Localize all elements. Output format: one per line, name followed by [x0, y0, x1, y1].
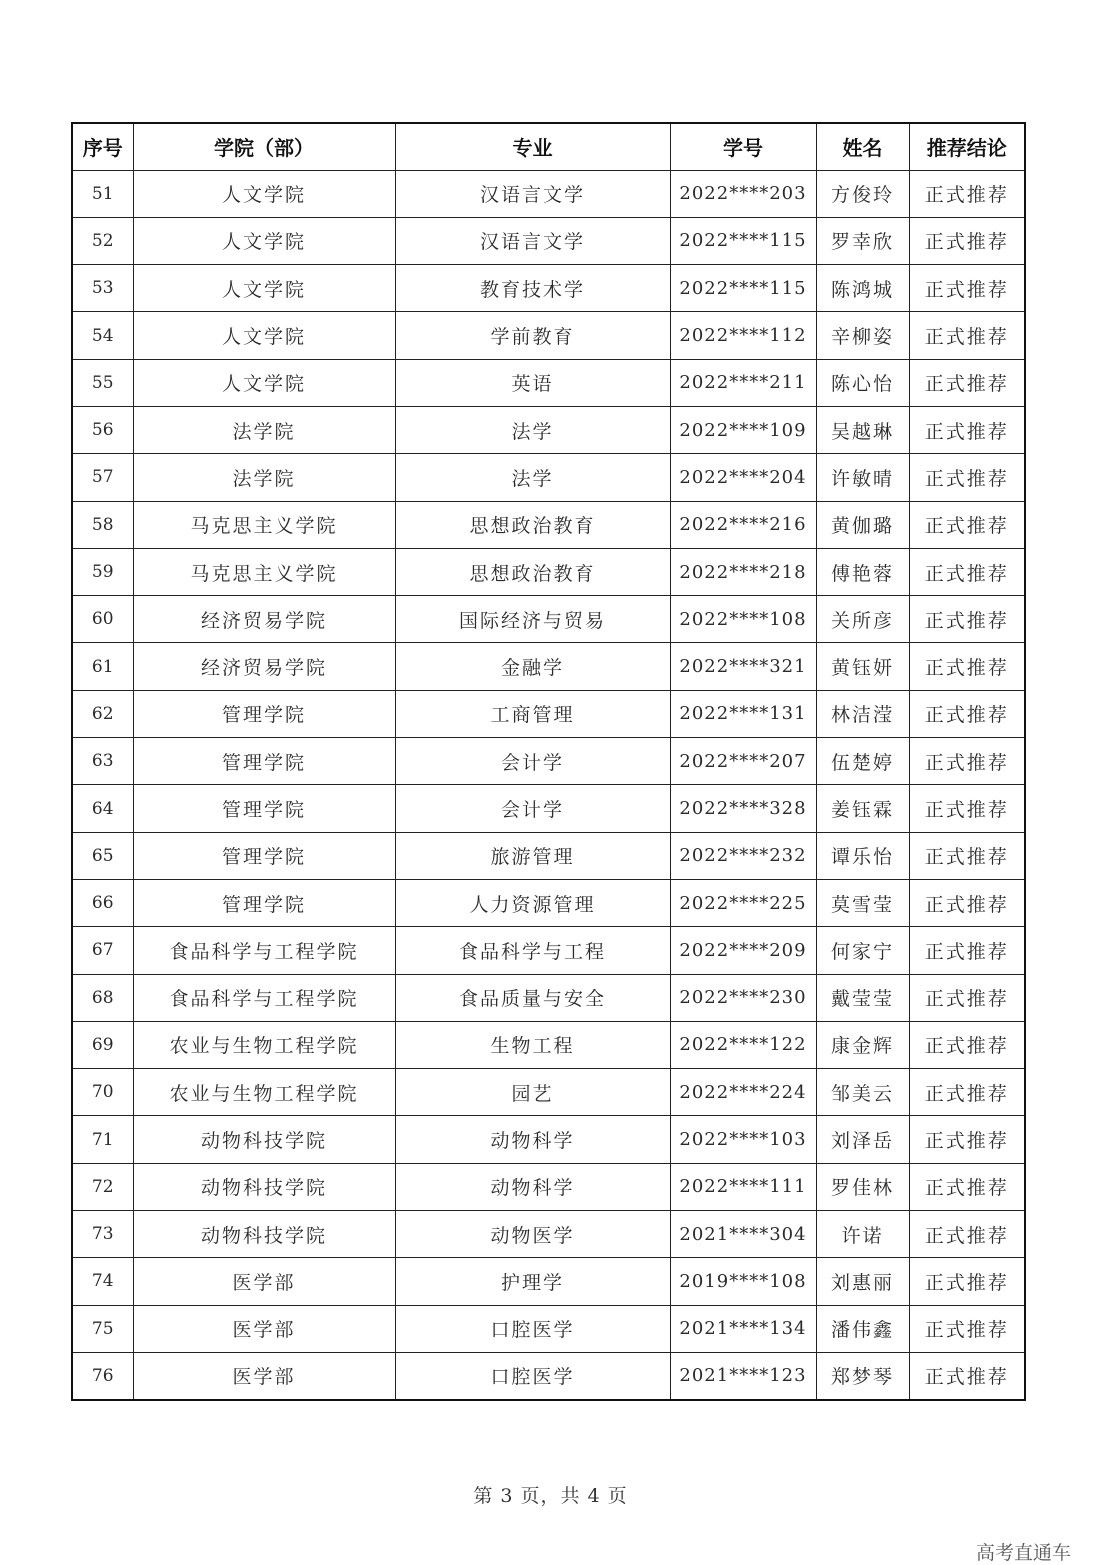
table-row: [72, 548, 1025, 595]
header-college: 学院（部）: [133, 123, 395, 170]
cell-major: 食品质量与安全: [395, 974, 670, 1021]
table-row: [72, 312, 1025, 359]
cell-conclusion: 正式推荐: [909, 690, 1025, 737]
cell-name: 陈鸿城: [816, 265, 909, 312]
cell-student-id: 2021****123: [670, 1352, 816, 1399]
table-row: [72, 738, 1025, 785]
cell-college: 医学部: [133, 1352, 395, 1399]
cell-major: 法学: [395, 454, 670, 501]
cell-major: 会计学: [395, 785, 670, 832]
cell-conclusion: 正式推荐: [909, 1352, 1025, 1399]
cell-student-id: 2022****321: [670, 643, 816, 690]
cell-conclusion: 正式推荐: [909, 359, 1025, 406]
cell-seq: 76: [72, 1352, 133, 1399]
cell-major: 英语: [395, 359, 670, 406]
table-row: [72, 1163, 1025, 1210]
cell-seq: 58: [72, 501, 133, 548]
cell-conclusion: 正式推荐: [909, 1116, 1025, 1163]
cell-major: 口腔医学: [395, 1305, 670, 1352]
cell-major: 动物科学: [395, 1116, 670, 1163]
cell-seq: 75: [72, 1305, 133, 1352]
cell-student-id: 2022****131: [670, 690, 816, 737]
cell-major: 金融学: [395, 643, 670, 690]
cell-major: 园艺: [395, 1069, 670, 1116]
cell-seq: 56: [72, 406, 133, 453]
cell-student-id: 2021****134: [670, 1305, 816, 1352]
table-row: [72, 974, 1025, 1021]
cell-name: 戴莹莹: [816, 974, 909, 1021]
cell-seq: 67: [72, 927, 133, 974]
cell-major: 生物工程: [395, 1021, 670, 1068]
cell-college: 动物科技学院: [133, 1211, 395, 1258]
cell-seq: 62: [72, 690, 133, 737]
cell-major: 旅游管理: [395, 832, 670, 879]
cell-student-id: 2022****203: [670, 170, 816, 217]
cell-college: 管理学院: [133, 879, 395, 926]
cell-conclusion: 正式推荐: [909, 832, 1025, 879]
cell-college: 动物科技学院: [133, 1163, 395, 1210]
table-body: [72, 170, 1025, 1400]
header-seq: 序号: [72, 123, 133, 170]
cell-conclusion: 正式推荐: [909, 406, 1025, 453]
cell-major: 食品科学与工程: [395, 927, 670, 974]
cell-student-id: 2022****225: [670, 879, 816, 926]
cell-conclusion: 正式推荐: [909, 1258, 1025, 1305]
header-major: 专业: [395, 123, 670, 170]
cell-major: 人力资源管理: [395, 879, 670, 926]
cell-student-id: 2022****122: [670, 1021, 816, 1068]
cell-seq: 74: [72, 1258, 133, 1305]
cell-seq: 57: [72, 454, 133, 501]
table-row: [72, 1211, 1025, 1258]
cell-conclusion: 正式推荐: [909, 1069, 1025, 1116]
cell-conclusion: 正式推荐: [909, 738, 1025, 785]
cell-seq: 64: [72, 785, 133, 832]
cell-student-id: 2022****109: [670, 406, 816, 453]
cell-conclusion: 正式推荐: [909, 927, 1025, 974]
cell-name: 伍楚婷: [816, 738, 909, 785]
cell-student-id: 2022****108: [670, 596, 816, 643]
cell-seq: 61: [72, 643, 133, 690]
table-row: [72, 785, 1025, 832]
cell-conclusion: 正式推荐: [909, 548, 1025, 595]
cell-conclusion: 正式推荐: [909, 1163, 1025, 1210]
table-row: [72, 1305, 1025, 1352]
cell-college: 经济贸易学院: [133, 643, 395, 690]
cell-college: 马克思主义学院: [133, 548, 395, 595]
cell-name: 姜钰霖: [816, 785, 909, 832]
cell-college: 法学院: [133, 454, 395, 501]
cell-major: 法学: [395, 406, 670, 453]
cell-name: 谭乐怡: [816, 832, 909, 879]
cell-name: 莫雪莹: [816, 879, 909, 926]
watermark: 高考直通车: [975, 1542, 1071, 1564]
page-number: 第 3 页，共 4 页: [473, 1485, 628, 1507]
cell-major: 口腔医学: [395, 1352, 670, 1399]
cell-college: 医学部: [133, 1258, 395, 1305]
table-row: [72, 879, 1025, 926]
cell-name: 陈心怡: [816, 359, 909, 406]
cell-major: 护理学: [395, 1258, 670, 1305]
cell-name: 邹美云: [816, 1069, 909, 1116]
cell-name: 何家宁: [816, 927, 909, 974]
cell-name: 许诺: [816, 1211, 909, 1258]
cell-seq: 51: [72, 170, 133, 217]
cell-major: 学前教育: [395, 312, 670, 359]
cell-name: 黄钰妍: [816, 643, 909, 690]
cell-seq: 66: [72, 879, 133, 926]
header-conclusion: 推荐结论: [909, 123, 1025, 170]
table-row: [72, 1258, 1025, 1305]
cell-conclusion: 正式推荐: [909, 265, 1025, 312]
table-row: [72, 596, 1025, 643]
cell-college: 人文学院: [133, 217, 395, 264]
table-row: [72, 406, 1025, 453]
cell-seq: 72: [72, 1163, 133, 1210]
cell-name: 许敏晴: [816, 454, 909, 501]
cell-student-id: 2022****204: [670, 454, 816, 501]
cell-name: 罗佳林: [816, 1163, 909, 1210]
cell-student-id: 2022****230: [670, 974, 816, 1021]
cell-major: 思想政治教育: [395, 501, 670, 548]
cell-college: 动物科技学院: [133, 1116, 395, 1163]
cell-college: 经济贸易学院: [133, 596, 395, 643]
cell-major: 汉语言文学: [395, 217, 670, 264]
cell-conclusion: 正式推荐: [909, 785, 1025, 832]
cell-college: 农业与生物工程学院: [133, 1069, 395, 1116]
cell-college: 食品科学与工程学院: [133, 927, 395, 974]
cell-college: 人文学院: [133, 265, 395, 312]
cell-name: 吴越琳: [816, 406, 909, 453]
cell-college: 人文学院: [133, 312, 395, 359]
table-row: [72, 1021, 1025, 1068]
cell-conclusion: 正式推荐: [909, 454, 1025, 501]
cell-name: 郑梦琴: [816, 1352, 909, 1399]
cell-major: 国际经济与贸易: [395, 596, 670, 643]
cell-college: 管理学院: [133, 832, 395, 879]
cell-conclusion: 正式推荐: [909, 501, 1025, 548]
header-name: 姓名: [816, 123, 909, 170]
cell-conclusion: 正式推荐: [909, 596, 1025, 643]
cell-conclusion: 正式推荐: [909, 974, 1025, 1021]
table-row: [72, 1352, 1025, 1399]
cell-major: 会计学: [395, 738, 670, 785]
cell-student-id: 2022****111: [670, 1163, 816, 1210]
cell-name: 潘伟鑫: [816, 1305, 909, 1352]
cell-major: 工商管理: [395, 690, 670, 737]
cell-college: 食品科学与工程学院: [133, 974, 395, 1021]
cell-seq: 73: [72, 1211, 133, 1258]
cell-major: 汉语言文学: [395, 170, 670, 217]
cell-seq: 59: [72, 548, 133, 595]
cell-student-id: 2022****211: [670, 359, 816, 406]
table-row: [72, 454, 1025, 501]
cell-college: 人文学院: [133, 359, 395, 406]
cell-name: 刘惠丽: [816, 1258, 909, 1305]
cell-major: 教育技术学: [395, 265, 670, 312]
cell-college: 医学部: [133, 1305, 395, 1352]
cell-name: 康金辉: [816, 1021, 909, 1068]
cell-name: 方俊玲: [816, 170, 909, 217]
cell-name: 林洁滢: [816, 690, 909, 737]
cell-conclusion: 正式推荐: [909, 1305, 1025, 1352]
cell-seq: 69: [72, 1021, 133, 1068]
cell-seq: 53: [72, 265, 133, 312]
cell-conclusion: 正式推荐: [909, 879, 1025, 926]
cell-student-id: 2022****103: [670, 1116, 816, 1163]
cell-seq: 71: [72, 1116, 133, 1163]
cell-seq: 63: [72, 738, 133, 785]
cell-seq: 54: [72, 312, 133, 359]
cell-major: 思想政治教育: [395, 548, 670, 595]
cell-college: 农业与生物工程学院: [133, 1021, 395, 1068]
header-student-id: 学号: [670, 123, 816, 170]
cell-conclusion: 正式推荐: [909, 312, 1025, 359]
table-header-row: [72, 123, 1025, 170]
cell-conclusion: 正式推荐: [909, 1211, 1025, 1258]
cell-name: 关所彦: [816, 596, 909, 643]
table-row: [72, 832, 1025, 879]
table-row: [72, 927, 1025, 974]
table-row: [72, 501, 1025, 548]
cell-student-id: 2022****207: [670, 738, 816, 785]
table-row: [72, 217, 1025, 264]
cell-seq: 55: [72, 359, 133, 406]
table-row: [72, 1069, 1025, 1116]
cell-name: 黄伽璐: [816, 501, 909, 548]
cell-name: 刘泽岳: [816, 1116, 909, 1163]
cell-major: 动物医学: [395, 1211, 670, 1258]
recommendation-table: [71, 122, 1026, 1401]
cell-college: 管理学院: [133, 785, 395, 832]
cell-college: 管理学院: [133, 690, 395, 737]
cell-student-id: 2022****112: [670, 312, 816, 359]
cell-college: 马克思主义学院: [133, 501, 395, 548]
cell-student-id: 2022****115: [670, 265, 816, 312]
cell-student-id: 2022****224: [670, 1069, 816, 1116]
table-row: [72, 643, 1025, 690]
table-row: [72, 1116, 1025, 1163]
cell-conclusion: 正式推荐: [909, 1021, 1025, 1068]
cell-student-id: 2022****232: [670, 832, 816, 879]
cell-student-id: 2019****108: [670, 1258, 816, 1305]
cell-name: 傅艳蓉: [816, 548, 909, 595]
cell-student-id: 2022****115: [670, 217, 816, 264]
cell-major: 动物科学: [395, 1163, 670, 1210]
table-row: [72, 690, 1025, 737]
cell-college: 管理学院: [133, 738, 395, 785]
cell-conclusion: 正式推荐: [909, 170, 1025, 217]
cell-student-id: 2021****304: [670, 1211, 816, 1258]
cell-college: 法学院: [133, 406, 395, 453]
cell-name: 辛柳姿: [816, 312, 909, 359]
cell-seq: 52: [72, 217, 133, 264]
cell-student-id: 2022****209: [670, 927, 816, 974]
table-row: [72, 265, 1025, 312]
cell-conclusion: 正式推荐: [909, 643, 1025, 690]
cell-seq: 65: [72, 832, 133, 879]
cell-name: 罗幸欣: [816, 217, 909, 264]
cell-seq: 70: [72, 1069, 133, 1116]
cell-student-id: 2022****216: [670, 501, 816, 548]
cell-student-id: 2022****218: [670, 548, 816, 595]
cell-student-id: 2022****328: [670, 785, 816, 832]
cell-college: 人文学院: [133, 170, 395, 217]
table-row: [72, 359, 1025, 406]
cell-conclusion: 正式推荐: [909, 217, 1025, 264]
table-row: [72, 170, 1025, 217]
cell-seq: 68: [72, 974, 133, 1021]
cell-seq: 60: [72, 596, 133, 643]
